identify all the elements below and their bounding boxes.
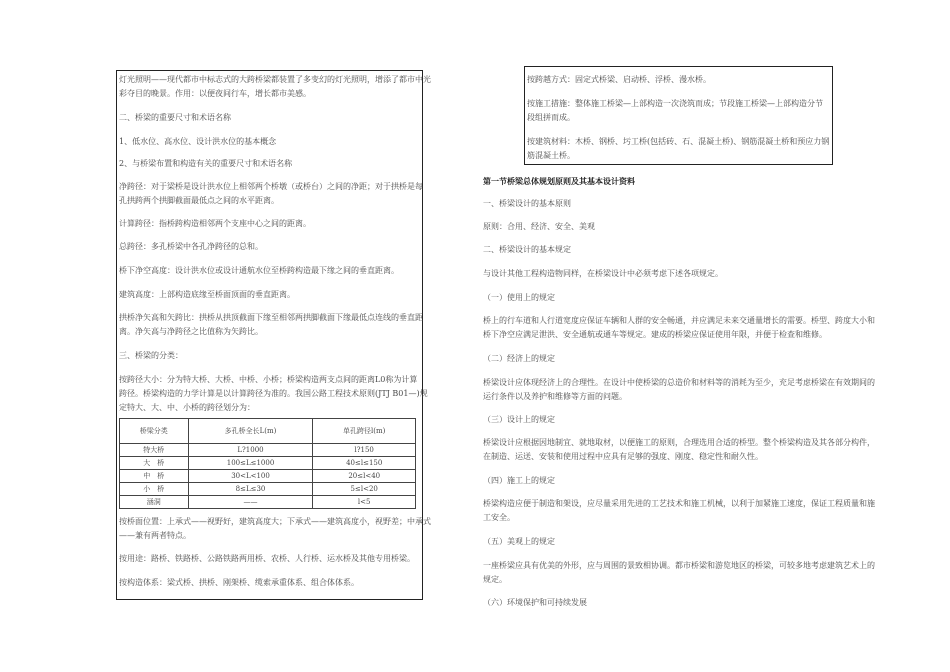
right-line-15: 工安全。 <box>483 513 515 522</box>
left-line-2: 二、桥梁的重要尺寸和术语名称 <box>119 113 231 122</box>
table-cell: 100≤L≤1000 <box>188 457 313 470</box>
left-line-0: 灯光照明——现代都市中标志式的大跨桥梁都装置了多变幻的灯光照明，增添了都市中光 <box>119 75 431 84</box>
right-line-4: （一）使用上的规定 <box>483 293 555 302</box>
left-line-5: 净跨径：对于梁桥是设计洪水位上相邻两个桥墩（或桥台）之间的净距；对于拱桥是每 <box>119 182 423 191</box>
left-line-19: 按用途：路桥、铁路桥、公路铁路两用桥、农桥、人行桥、运水桥及其他专用桥梁。 <box>119 554 415 563</box>
right-box-line-2: 段组拼而成。 <box>527 113 575 122</box>
table-cell: 涵洞 <box>120 496 189 509</box>
right-box-line-0: 按跨越方式：固定式桥梁、启动桥、浮桥、漫水桥。 <box>527 75 711 84</box>
table-cell: L?1000 <box>188 444 313 457</box>
table-header: 单孔跨径l(m) <box>313 419 416 444</box>
section-title: 第一节桥梁总体规划原则及其基本设计资料 <box>483 176 635 186</box>
left-line-14: 按跨径大小：分为特大桥、大桥、中桥、小桥；桥梁构造两支点间的距离L0称为计算 <box>119 375 418 384</box>
right-line-19: （六）环境保护和可持续发展 <box>483 598 587 607</box>
right-line-17: 一座桥梁应具有优美的外形，应与周围的景致相协调。都市桥梁和游览地区的桥梁，可较多地考虑建筑艺术上的 <box>483 561 875 570</box>
table-cell: 特大桥 <box>120 444 189 457</box>
right-line-12: 在制造、运送、安装和使用过程中应具有足够的强度、刚度、稳定性和耐久性。 <box>483 452 763 461</box>
left-line-16: 定特大、大、中、小桥的跨径划分为： <box>119 403 255 412</box>
right-line-2: 二、桥梁设计的基本规定 <box>483 245 571 254</box>
right-line-5: 桥上的行车道和人行道宽度应保证车辆和人群的安全畅通，并应满足未来交通量增长的需要。桥型、跨度大小和 <box>483 316 875 325</box>
table-cell: l<5 <box>313 496 416 509</box>
right-line-1: 原则：合用、经济、安全、美观 <box>483 222 595 231</box>
left-line-20: 按构造体系：梁式桥、拱桥、刚架桥、缆索承重体系、组合体体系。 <box>119 578 359 587</box>
left-line-7: 计算跨径：指桥跨构造相邻两个支座中心之间的距离。 <box>119 219 311 228</box>
table-row <box>120 457 416 470</box>
left-line-12: 离。净矢高与净跨径之比值称为矢跨比。 <box>119 327 263 336</box>
table-row <box>120 470 416 483</box>
table-cell: 30<L<100 <box>188 470 313 483</box>
bridge-classification-table <box>119 418 416 509</box>
table-cell: —— <box>188 496 313 509</box>
left-line-4: 2、与桥梁布置和构造有关的重要尺寸和术语名称 <box>119 159 293 168</box>
left-line-8: 总跨径：多孔桥梁中各孔净跨径的总和。 <box>119 242 263 251</box>
right-line-7: （二）经济上的规定 <box>483 354 555 363</box>
right-line-18: 规定。 <box>483 575 507 584</box>
right-line-16: （五）美观上的规定 <box>483 537 555 546</box>
right-line-3: 与设计其他工程构造物同样，在桥梁设计中必须考虑下述各项规定。 <box>483 269 723 278</box>
right-line-6: 桥下净空应满足泄洪、安全通航或通车等规定。建成的桥梁应保证使用年限，并便于检查和维修。 <box>483 330 827 339</box>
table-row <box>120 444 416 457</box>
table-row <box>120 496 416 509</box>
left-line-6: 孔拱跨两个拱脚截面最低点之间的水平距离。 <box>119 196 279 205</box>
table-cell: 大 桥 <box>120 457 189 470</box>
left-line-18: ——兼有两者特点。 <box>119 531 191 540</box>
table-cell: 20≤l<40 <box>313 470 416 483</box>
left-line-10: 建筑高度：上部构造底缘至桥面顶面的垂直距离。 <box>119 290 295 299</box>
table-cell: 8≤L≤30 <box>188 483 313 496</box>
table-header: 多孔桥全长L(m) <box>188 419 313 444</box>
right-line-10: （三）设计上的规定 <box>483 415 555 424</box>
table-header-row <box>120 419 416 444</box>
left-line-9: 桥下净空高度：设计洪水位或设计通航水位至桥跨构造最下缘之间的垂直距离。 <box>119 266 399 275</box>
right-line-8: 桥梁设计应体现经济上的合理性。在设计中使桥梁的总造价和材料等的消耗为至少，充足考虑桥梁在有效期间的 <box>483 378 875 387</box>
left-line-1: 彩夺目的晚景。作用：以便夜间行车，增长都市美感。 <box>119 89 311 98</box>
right-line-0: 一、桥梁设计的基本原则 <box>483 199 571 208</box>
right-box-line-3: 按建筑材料：木桥、钢桥、圬工桥(包括砖、石、混凝土桥)、钢筋混凝土桥和预应力钢 <box>527 137 830 146</box>
left-line-17: 按桥面位置：上承式——视野好，建筑高度大；下承式——建筑高度小，视野差；中承式 <box>119 517 431 526</box>
right-line-13: （四）施工上的规定 <box>483 476 555 485</box>
left-line-13: 三、桥梁的分类： <box>119 351 183 360</box>
table-row <box>120 483 416 496</box>
left-line-11: 拱桥净矢高和矢跨比：拱桥从拱顶截面下缘至相邻两拱脚截面下缘最低点连线的垂直距 <box>119 313 423 322</box>
table-cell: 小 桥 <box>120 483 189 496</box>
table-cell: 5≤l<20 <box>313 483 416 496</box>
right-line-11: 桥梁设计应根据因地制宜、就地取材，以便施工的原则，合理选用合适的桥型。整个桥梁构造及其各部分构件， <box>483 438 875 447</box>
left-line-3: 1、低水位、高水位、设计洪水位的基本概念 <box>119 137 277 146</box>
right-box-line-1: 按施工措施：整体施工桥梁—上部构造一次浇筑而成；节段施工桥梁—上部构造分节 <box>527 99 823 108</box>
right-box-line-4: 筋混凝土桥。 <box>527 151 575 160</box>
table-cell: l?150 <box>313 444 416 457</box>
right-line-14: 桥梁构造应便于制造和架设，应尽量采用先进的工艺技术和施工机械，以利于加紧施工速度，保证工程质量和施 <box>483 499 875 508</box>
table-cell: 中 桥 <box>120 470 189 483</box>
table-cell: 40≤l≤150 <box>313 457 416 470</box>
left-line-15: 跨径。桥梁构造的力学计算是以计算跨径为准的。我国公路工程技术原则(JTJ B01—)规 <box>119 389 428 398</box>
table-header: 桥梁分类 <box>120 419 189 444</box>
right-line-9: 运行条件以及养护和维修等方面的问题。 <box>483 392 627 401</box>
